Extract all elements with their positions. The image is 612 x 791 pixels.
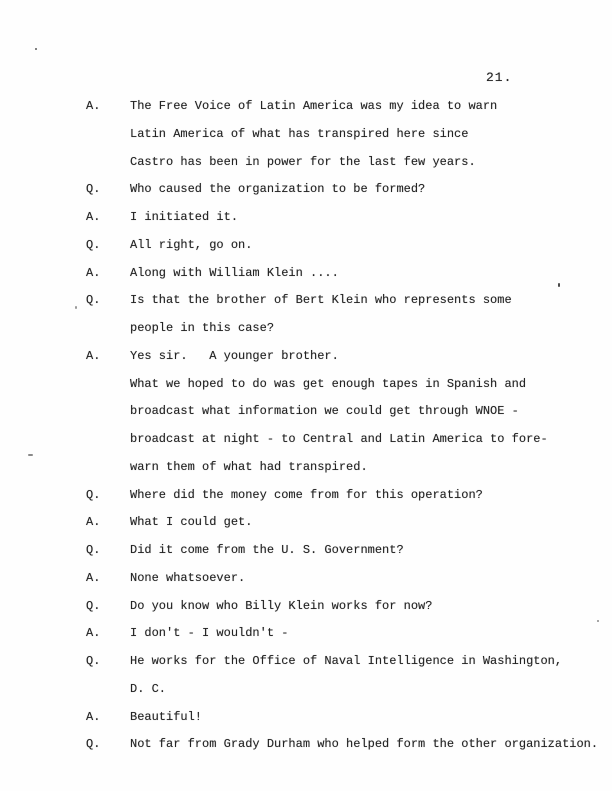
scan-speck bbox=[558, 283, 560, 287]
line-text: Not far from Grady Durham who helped form the other organization. bbox=[130, 737, 599, 752]
line-text: Where did the money come from for this operation? bbox=[130, 487, 483, 502]
speaker-marker: Q. bbox=[86, 543, 101, 557]
speaker-marker: Q. bbox=[86, 237, 101, 252]
line-text: None whatsoever. bbox=[130, 570, 246, 585]
transcript-line bbox=[0, 731, 612, 759]
speaker-marker: A. bbox=[86, 515, 101, 530]
line-text: Along with William Klein .... bbox=[130, 265, 339, 280]
speaker-marker bbox=[86, 676, 130, 704]
speaker-marker: A. bbox=[86, 626, 101, 641]
scan-speck bbox=[28, 454, 33, 456]
transcript-line bbox=[0, 648, 612, 676]
transcript-line bbox=[0, 593, 612, 621]
line-text: All right, go on. bbox=[130, 237, 253, 252]
speaker-marker bbox=[86, 121, 130, 149]
speaker-marker: A. bbox=[86, 709, 101, 724]
transcript-line bbox=[0, 260, 612, 288]
line-text: Is that the brother of Bert Klein who represents some bbox=[130, 293, 512, 308]
line-text: Did it come from the U. S. Government? bbox=[130, 543, 404, 557]
speaker-marker: A. bbox=[86, 265, 101, 280]
transcript-line bbox=[0, 176, 612, 204]
transcript-line bbox=[0, 93, 612, 121]
speaker-marker: A. bbox=[86, 570, 101, 585]
scan-speck bbox=[75, 306, 77, 309]
transcript-line bbox=[0, 149, 612, 177]
line-text: He works for the Office of Naval Intelligence in Washington, bbox=[130, 654, 563, 668]
speaker-marker: Q. bbox=[86, 293, 101, 308]
speaker-marker bbox=[86, 371, 130, 399]
line-text: The Free Voice of Latin America was my idea to warn bbox=[130, 99, 498, 113]
speaker-marker: A. bbox=[86, 348, 101, 363]
line-text: Beautiful! bbox=[130, 709, 203, 724]
transcript-line bbox=[0, 537, 612, 565]
line-text: Do you know who Billy Klein works for now? bbox=[130, 598, 433, 613]
speaker-marker: A. bbox=[86, 210, 101, 224]
speaker-marker bbox=[86, 454, 130, 482]
speaker-marker: A. bbox=[86, 99, 101, 113]
line-text: people in this case? bbox=[130, 321, 275, 335]
line-text: Who caused the organization to be formed? bbox=[130, 182, 426, 197]
speaker-marker: Q. bbox=[86, 737, 101, 752]
transcript-line bbox=[0, 565, 612, 593]
line-text: D. C. bbox=[130, 681, 167, 696]
transcript-line bbox=[0, 620, 612, 648]
transcript-line bbox=[0, 371, 612, 399]
line-text: What we hoped to do was get enough tapes in Spanish and bbox=[130, 376, 527, 391]
line-text: Latin America of what has transpired here since bbox=[130, 126, 469, 141]
transcript-line bbox=[0, 398, 612, 426]
transcript-line bbox=[0, 454, 612, 482]
scan-speck bbox=[35, 48, 37, 50]
transcript-line bbox=[0, 426, 612, 454]
transcript-line bbox=[0, 343, 612, 371]
page-number: 21. bbox=[486, 70, 513, 85]
transcript-line bbox=[0, 509, 612, 537]
line-text: What I could get. bbox=[130, 515, 253, 530]
transcript-line bbox=[0, 676, 612, 704]
speaker-marker: Q. bbox=[86, 654, 101, 668]
speaker-marker: Q. bbox=[86, 182, 101, 197]
line-text: broadcast what information we could get through WNOE - bbox=[130, 404, 519, 419]
line-text: broadcast at night - to Central and Latin America to fore- bbox=[130, 432, 548, 446]
line-text: warn them of what had transpired. bbox=[130, 459, 368, 474]
transcript-body bbox=[0, 93, 612, 759]
transcript-line bbox=[0, 204, 612, 232]
speaker-marker bbox=[86, 149, 130, 177]
speaker-marker bbox=[86, 315, 130, 343]
transcript-line bbox=[0, 704, 612, 732]
line-text: I don't - I wouldn't - bbox=[130, 626, 289, 641]
line-text: I initiated it. bbox=[130, 210, 239, 224]
transcript-line bbox=[0, 482, 612, 510]
line-text: Yes sir. A younger brother. bbox=[130, 348, 339, 363]
speaker-marker bbox=[86, 398, 130, 426]
line-text: Castro has been in power for the last few years. bbox=[130, 154, 476, 169]
speaker-marker bbox=[86, 426, 130, 454]
transcript-line bbox=[0, 232, 612, 260]
scan-speck bbox=[597, 620, 599, 622]
transcript-line bbox=[0, 121, 612, 149]
transcript-line bbox=[0, 287, 612, 315]
speaker-marker: Q. bbox=[86, 598, 101, 613]
transcript-line bbox=[0, 315, 612, 343]
speaker-marker: Q. bbox=[86, 487, 101, 502]
